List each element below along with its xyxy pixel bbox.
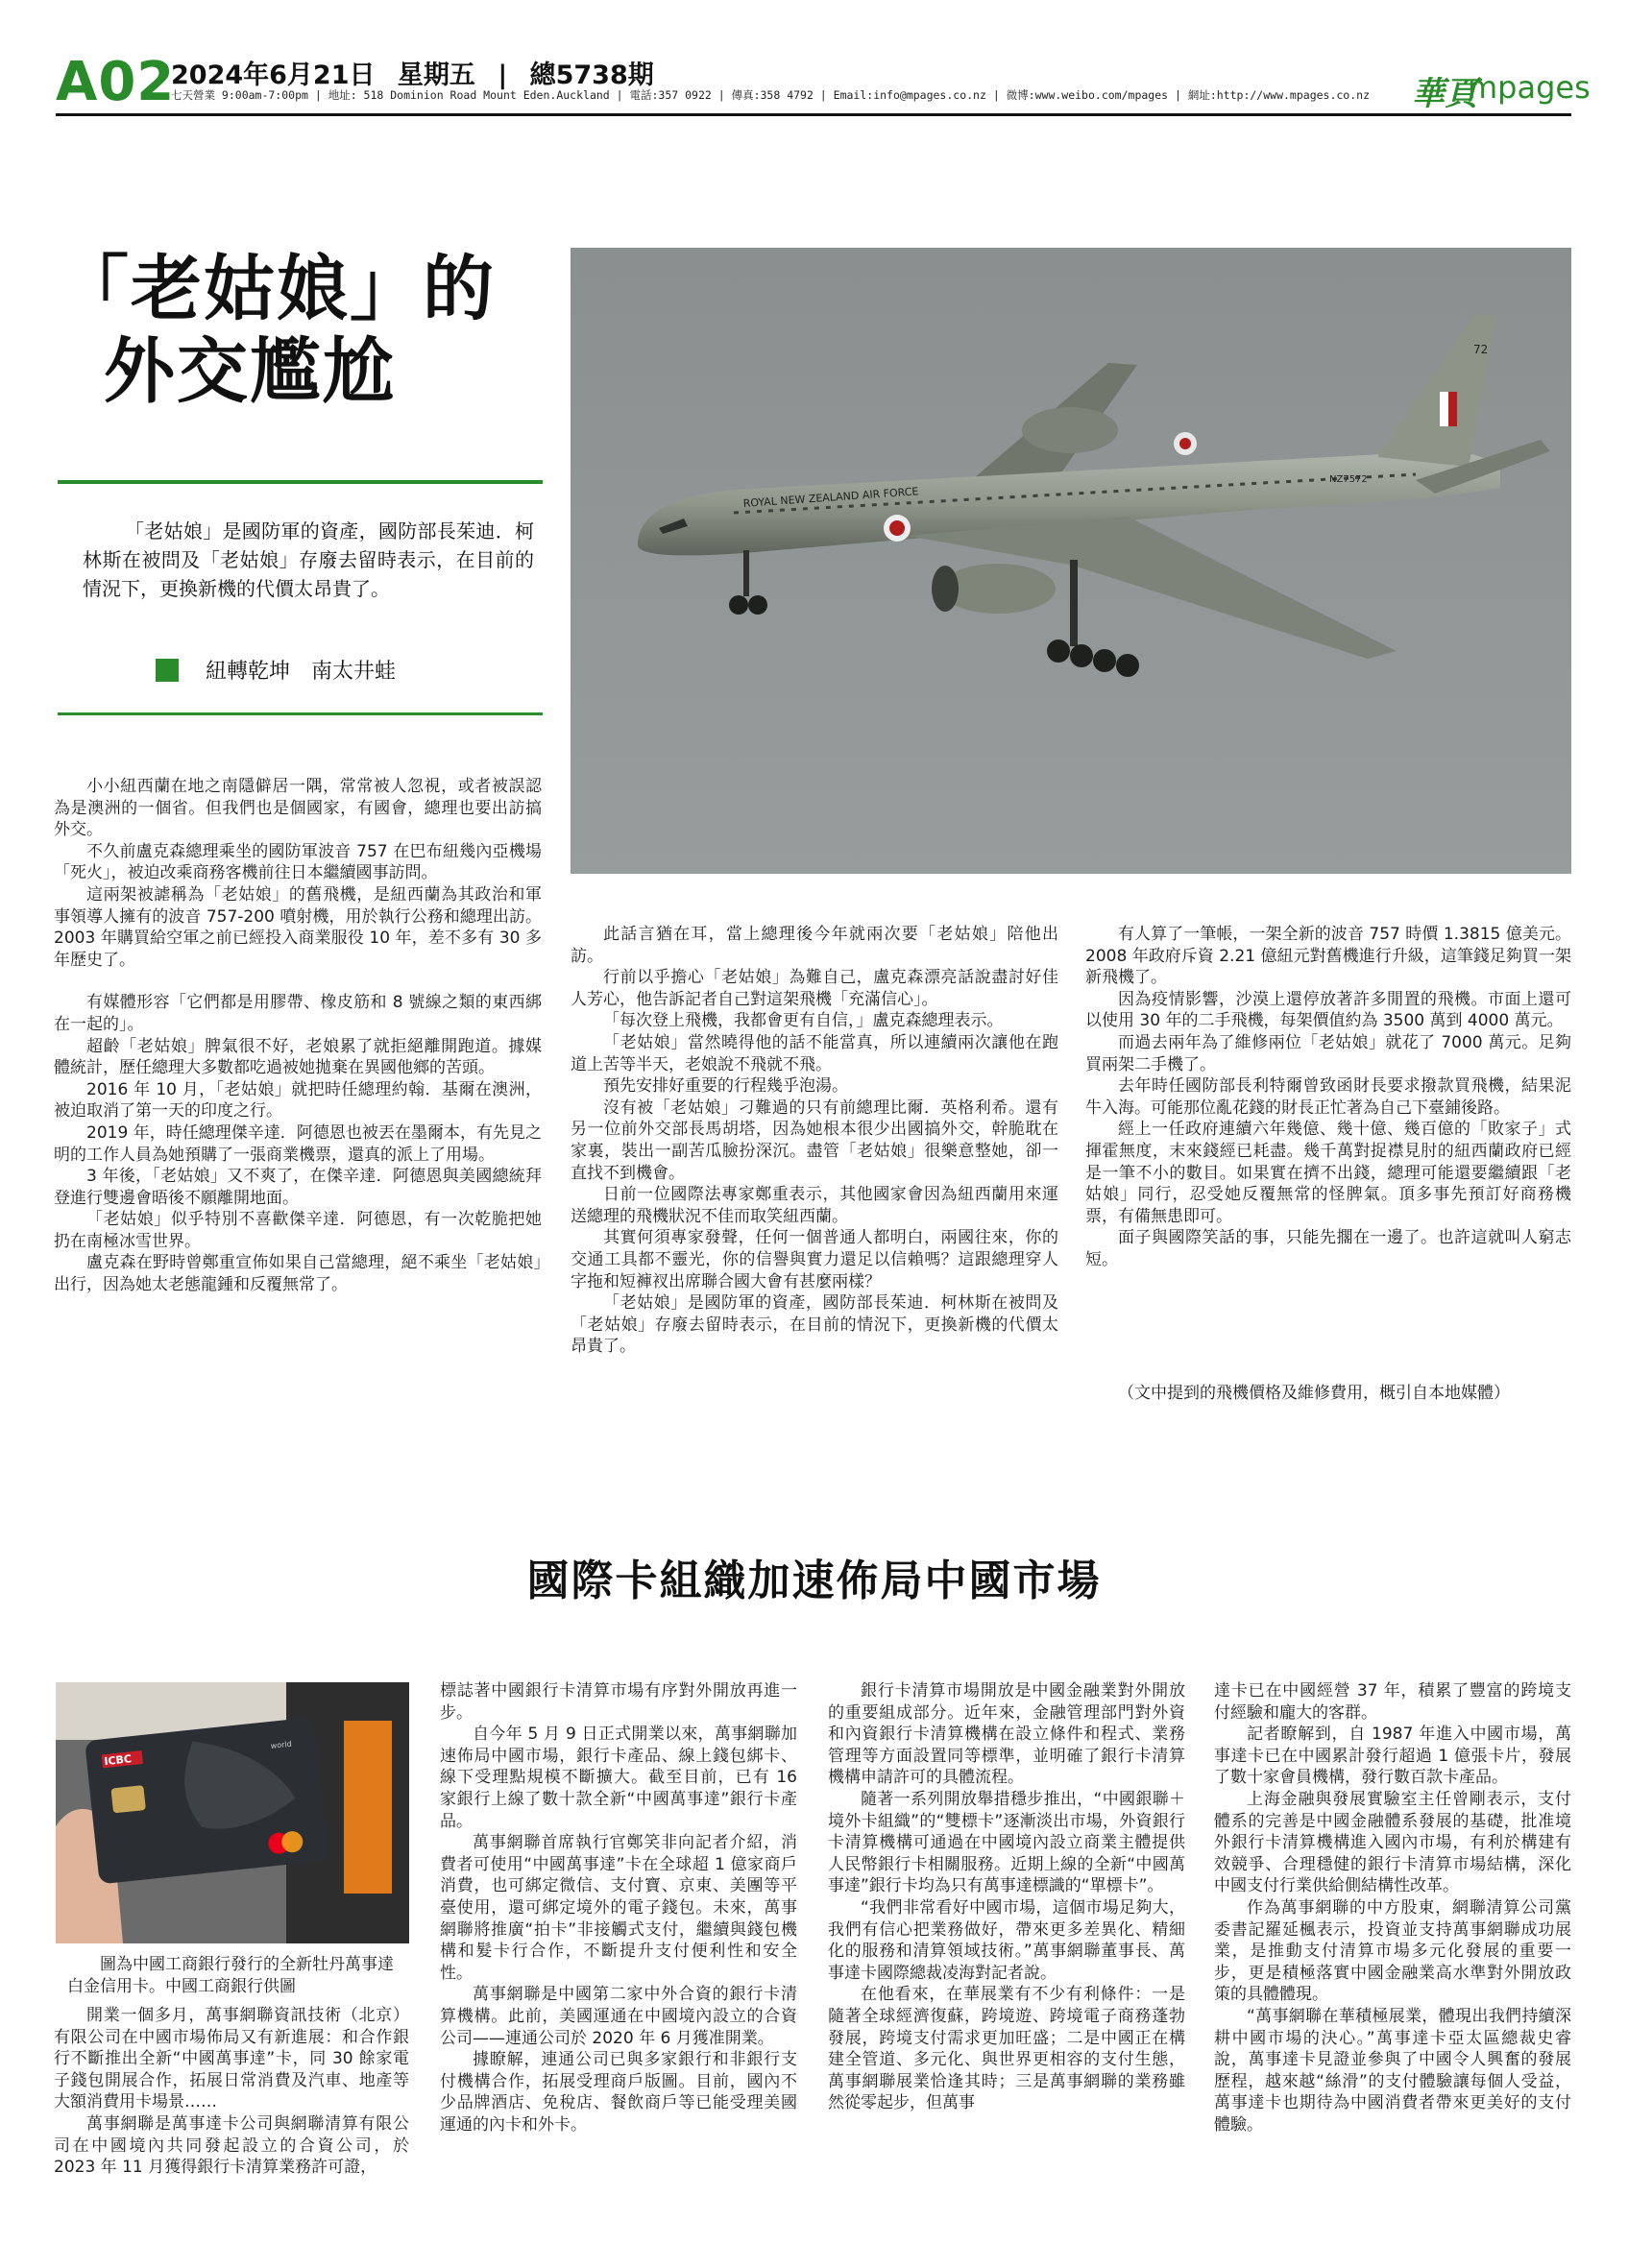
paragraph: 而過去兩年為了維修兩位「老姑娘」就花了 7000 萬元。足夠買兩架二手機了。 [1085, 1032, 1571, 1074]
paragraph: 隨著一系列開放舉措穩步推出，“中國銀聯＋境外卡組織”的“雙標卡”逐漸淡出市場，外資銀行卡清算機構可通過在中國境內設立商業主體提供人民幣銀行卡相關服務。近期上線的全新“中國萬事達”銀行卡均為只有萬事達標識的“單標卡”。 [828, 1789, 1185, 1896]
tail-code: 72 [1473, 343, 1489, 356]
paragraph: 作為萬事網聯的中方股東，網聯清算公司黨委書記羅延楓表示，投資並支持萬事網聯成功展業，是推動支付清算市場多元化發展的重要一步，更是積極落實中國金融業高水準對外開放政策的具體體現。 [1214, 1897, 1571, 2005]
aircraft-illustration [571, 248, 1571, 874]
paragraph: 「老姑娘」是國防軍的資產，國防部長茱迪．柯林斯在被問及「老姑娘」存廢去留時表示，在目前的情況下，更換新機的代價太昂貴了。 [571, 1293, 1058, 1357]
paragraph: 盧克森在野時曾鄭重宣佈如果自己當總理，絕不乘坐「老姑娘」出行，因為她太老態龍鍾和反覆無常了。 [54, 1253, 542, 1295]
article1-column-2 [571, 924, 1058, 1358]
issue-weekday: 星期五 [397, 60, 475, 90]
byline-marker [156, 659, 179, 682]
credit-card-photo [56, 1682, 409, 1943]
paragraph: 其實何須專家發聲，任何一個普通人都明白，兩國往來，你的交通工具都不靈光，你的信譽與實力還足以信賴嗎？這跟總理穿人字拖和短褲衩出席聯合國大會有甚麼兩樣？ [571, 1228, 1058, 1291]
logo-cn: 華頁 [1412, 75, 1477, 113]
paragraph: 萬事網聯首席執行官鄭笑非向記者介紹，消費者可使用“中國萬事達”卡在全球超 1 億家商戶消費，也可綁定微信、支付寶、京東、美團等平臺使用，還可綁定境外的電子錢包。未來，萬事網聯將推廣“拍卡”非接觸式支付，繼續與錢包機構和髮卡行合作，不斷提升支付便利性和安全性。 [440, 1833, 797, 1983]
page-number: A02 [56, 51, 176, 113]
article1-lede: 「老姑娘」是國防軍的資產，國防部長茱迪．柯林斯在被問及「老姑娘」存廢去留時表示，在目前的情況下，更換新機的代價太昂貴了。 [83, 519, 534, 600]
paragraph: 經上一任政府連續六年幾億、幾十億、幾百億的「敗家子」式揮霍無度，末來錢經已耗盡。幾千萬對捉襟見肘的紐西蘭政府已經是一筆不小的數目。如果實在擠不出錢，總理可能還要繼續跟「老姑娘」同行，忍受她反覆無常的怪脾氣。頂多事先預訂好商務機票，有備無患即可。 [1085, 1120, 1571, 1226]
issue-date: 2024年6月21日 [171, 60, 376, 90]
paragraph: 3 年後，「老姑娘」又不爽了，在傑辛達．阿德恩與美國總統拜登進行雙邊會晤後不願離開地面。 [54, 1167, 542, 1208]
paragraph: 超齡「老姑娘」脾氣很不好，老娘累了就拒絕離開跑道。據媒體統計，歷任總理大多數都吃過被她拋棄在異國他鄉的苦頭。 [54, 1036, 542, 1078]
paragraph: 開業一個多月，萬事網聯資訊技術（北京）有限公司在中國市場佈局又有新進展：和合作銀行不斷推出全新“中國萬事達”卡，同 30 餘家電子錢包開展合作，拓展日常消費及汽車、地產等大額消費用卡場景…… [54, 2006, 409, 2112]
article1-source-note: （文中提到的飛機價格及維修費用，概引自本地媒體） [1118, 1384, 1510, 1403]
paragraph: 「每次登上飛機，我都會更有自信，」盧克森總理表示。 [603, 1011, 1004, 1031]
paragraph: 2019 年，時任總理傑辛達．阿德恩也被丟在墨爾本，有先見之明的工作人員為她預購了一張商業機票，還真的派上了用場。 [54, 1122, 542, 1165]
masthead-logo [1412, 67, 1591, 113]
card-bank-name: ICBC [103, 1752, 133, 1769]
paragraph: 這兩架被謔稱為「老姑娘」的舊飛機，是紐西蘭為其政治和軍事領導人擁有的波音 757-200 噴射機，用於執行公務和總理出訪。2003 年購買給空軍之前已經投入商業服役 10 年，差不多有 30 多年歷史了。 [54, 884, 542, 970]
issue-line [171, 54, 668, 91]
paragraph: 日前一位國際法專家鄭重表示，其他國家會因為紐西蘭用來運送總理的飛機狀況不佳而取笑紐西蘭。 [571, 1185, 1058, 1226]
header-rule [56, 113, 1571, 116]
paragraph: 此話言猶在耳，當上總理後今年就兩次要「老姑娘」陪他出訪。 [571, 925, 1058, 966]
contact-line: 七天營業 9:00am-7:00pm | 地址: 518 Dominion Road Mount Eden.Auckland | 電話:357 0922 | 傳真:358 4792 | Email:info@mpages.co.nz | 微博:www.weibo.com/mpages | 網址:http://www.mpages.co.nz [171, 88, 1371, 102]
paragraph: 行前以乎擔心「老姑娘」為難自己，盧克森漂亮話說盡討好佳人芳心，他告訴記者自己對這架飛機「充滿信心」。 [571, 968, 1058, 1009]
photo-caption: 圖為中國工商銀行發行的全新牡丹萬事達白金信用卡。中國工商銀行供圖 [67, 1955, 394, 1996]
paragraph: 自今年 5 月 9 日正式開業以來，萬事網聯加速佈局中國市場，銀行卡產品、線上錢包綁卡、線下受理點規模不斷擴大。截至目前，已有 16 家銀行上線了數十款全新“中國萬事達”銀行卡產品。 [440, 1725, 797, 1831]
paragraph: 銀行卡清算市場開放是中國金融業對外開放的重要組成部分。近年來，金融管理部門對外資和內資銀行卡清算機構在設立條件和程式、業務管理等方面設置同等標準，並明確了銀行卡清算機構申請許可的具體流程。 [828, 1681, 1185, 1788]
paragraph: 萬事網聯是萬事達卡公司與網聯清算有限公司在中國境內共同發起設立的合資公司，於 2023 年 11 月獲得銀行卡清算業務許可證， [54, 2113, 409, 2178]
article1-column-1 [54, 776, 542, 1296]
paragraph: 標誌著中國銀行卡清算市場有序對外開放再進一步。 [440, 1681, 797, 1723]
article1-column-3 [1085, 924, 1571, 1271]
article2-column-2 [440, 1680, 797, 2135]
paragraph: “我們非常看好中國市場，這個市場足夠大，我們有信心把業務做好，帶來更多差異化、精細化的服務和清算領域技術。”萬事網聯董事長、萬事達卡國際總裁凌海對記者說。 [828, 1897, 1185, 1983]
paragraph: 小小紐西蘭在地之南隱僻居一隅，常常被人忽視，或者被誤認為是澳洲的一個省。但我們也是個國家，有國會，總理也要出訪搞外交。 [54, 777, 542, 840]
article2-column-4 [1214, 1680, 1571, 2135]
paragraph: 因為疫情影響，沙漠上還停放著許多閒置的飛機。市面上還可以使用 30 年的二手飛機，每架價值約為 3500 萬到 4000 萬元。 [1085, 989, 1571, 1031]
paragraph: 達卡已在中國經營 37 年，積累了豐富的跨境支付經驗和龐大的客群。 [1214, 1681, 1571, 1723]
issue-separator: | [498, 60, 508, 90]
paragraph: 面子與國際笑話的事，只能先擱在一邊了。也許這就叫人窮志短。 [1085, 1228, 1571, 1269]
article1-headline [58, 248, 557, 413]
article2-headline: 國際卡組織加速佈局中國市場 [526, 1556, 1102, 1605]
card-tier: world [270, 1739, 293, 1750]
paragraph: 沒有被「老姑娘」刁難過的只有前總理比爾．英格利希。還有另一位前外交部長馬胡塔，因為她根本很少出國搞外交，幹脆耽在家裏，裝出一副苦瓜臉扮深沉。盡管「老姑娘」很樂意整她，卻一直找不到機會。 [571, 1098, 1058, 1183]
article1-byline: 紐轉乾坤 南太井蛙 [206, 660, 397, 684]
paragraph: 2016 年 10 月，「老姑娘」就把時任總理約翰．基爾在澳洲，被迫取消了第一天的印度之行。 [54, 1079, 542, 1122]
paragraph: 去年時任國防部長利特爾曾致函財長要求撥款買飛機，結果泥牛入海。可能那位亂花錢的財長正忙著為自己下臺鋪後路。 [1085, 1076, 1571, 1118]
paragraph: 在他看來，在華展業有不少有利條件：一是隨著全球經濟復蘇，跨境遊、跨境電子商務蓬勃發展，跨境支付需求更加旺盛；二是中國正在構建全管道、多元化、與世界更相容的支付生態，萬事網聯展業恰逢其時；三是萬事網聯的業務雖然從零起步，但萬事 [828, 1985, 1185, 2113]
article2-column-3 [828, 1680, 1185, 2114]
lede-rule-top [58, 480, 543, 484]
paragraph: 據瞭解，連通公司已與多家銀行和非銀行支付機構合作，拓展受理商戶版圖。目前，國內不少品牌酒店、免稅店、餐飲商戶等已能受理美國運通的內卡和外卡。 [440, 2050, 797, 2135]
paragraph: “萬事網聯在華積極展業，體現出我們持續深耕中國市場的決心。”萬事達卡亞太區總裁史睿說，萬事達卡見證並參與了中國令人興奮的發展歷程，越來越“絲滑”的支付體驗讓每個人受益，萬事達卡也期待為中國消費者帶來更美好的支付體驗。 [1214, 2006, 1571, 2135]
card-illustration [56, 1682, 409, 1943]
aircraft-serial: NZ7572 [1329, 474, 1368, 485]
aircraft-photo [571, 248, 1571, 874]
paragraph: 記者瞭解到，自 1987 年進入中國市場，萬事達卡已在中國累計發行超過 1 億張卡片，發展了數十家會員機構，發行數百款卡產品。 [1214, 1725, 1571, 1788]
article1-headline-line2: 外交尷尬 [104, 330, 396, 413]
paragraph: 萬事網聯是中國第二家中外合資的銀行卡清算機構。此前，美國運通在中國境內設立的合資公司——連通公司於 2020 年 6 月獲准開業。 [440, 1985, 797, 2048]
paragraph: 預先安排好重要的行程幾乎泡湯。 [603, 1076, 848, 1097]
article2-column-1 [54, 2005, 409, 2179]
fuselage-lettering: ROYAL NEW ZEALAND AIR FORCE [742, 485, 919, 510]
paragraph: 上海金融與發展實驗室主任曾剛表示，支付體系的完善是中國金融體系發展的基礎，批准境外銀行卡清算機構進入國內市場，有利於構建有效競爭、合理穩健的銀行卡清算市場結構，深化中國支付行業供給側結構性改革。 [1214, 1789, 1571, 1896]
paragraph: 有人算了一筆帳，一架全新的波音 757 時價 1.3815 億美元。2008 年政府斥資 2.21 億紐元對舊機進行升級，這筆錢足夠買一架新飛機了。 [1085, 925, 1571, 988]
paragraph: 「老姑娘」當然曉得他的話不能當真，所以連續兩次讓他在跑道上苦等半天，老娘說不飛就不飛。 [571, 1032, 1058, 1074]
lede-rule-bottom [58, 712, 543, 715]
article1-headline-line1: 「老姑娘」的 [58, 248, 496, 330]
paragraph: 「老姑娘」似乎特別不喜歡傑辛達．阿德恩，有一次乾脆把她扔在南極冰雪世界。 [54, 1210, 542, 1251]
issue-number: 總5738期 [529, 60, 654, 90]
paragraph: 不久前盧克森總理乘坐的國防軍波音 757 在巴布紐幾內亞機場「死火」，被迫改乘商務客機前往日本繼續國事訪問。 [54, 841, 542, 883]
logo-en: mpages [1468, 69, 1591, 106]
paragraph: 有媒體形容「它們都是用膠帶、橡皮筋和 8 號線之類的東西綁在一起的」。 [54, 993, 542, 1034]
